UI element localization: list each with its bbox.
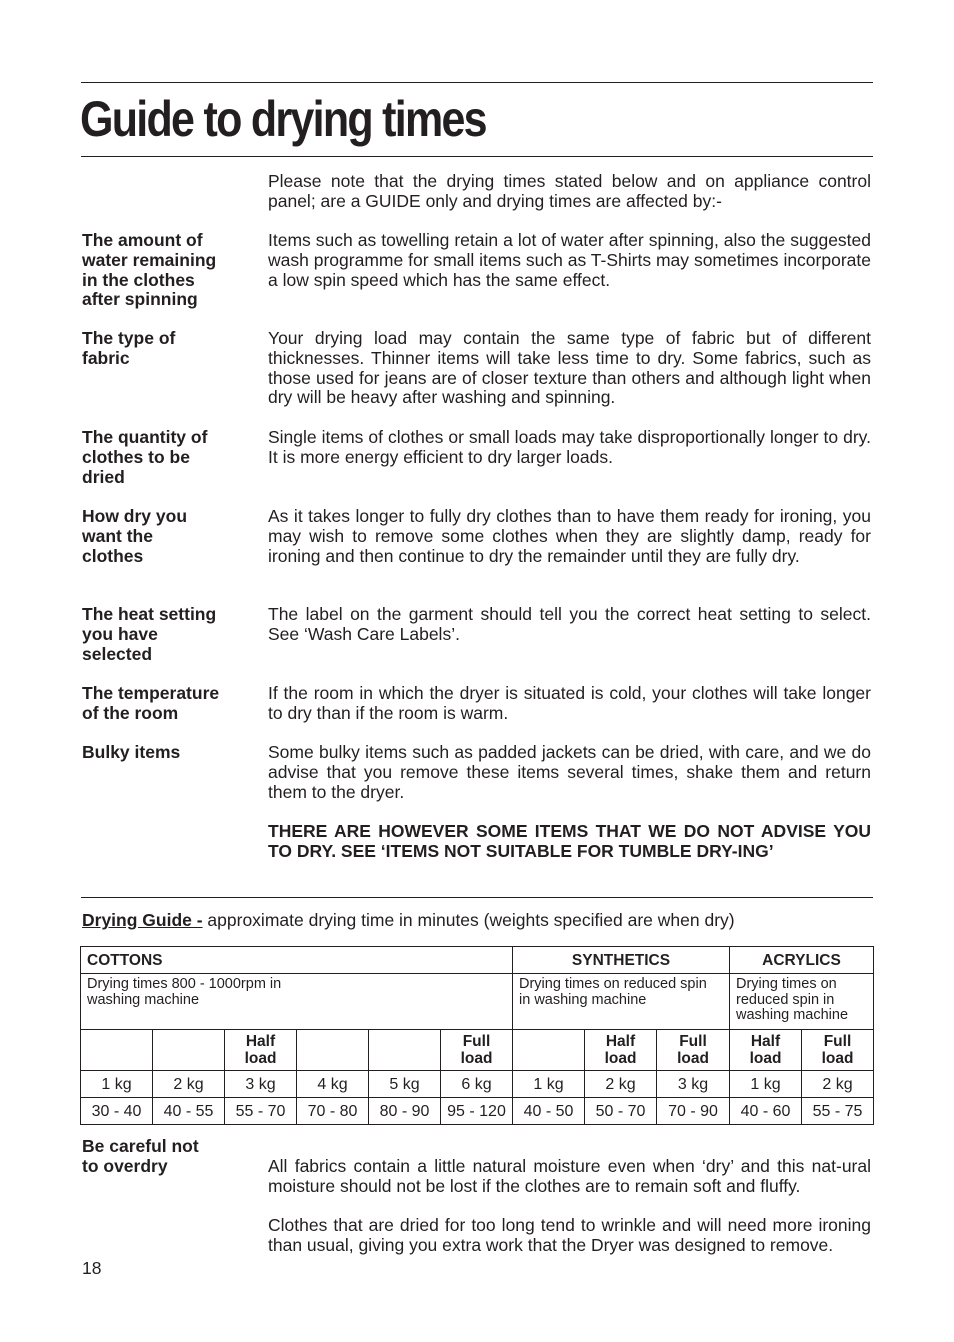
factor-label-quantity: The quantity of clothes to be dried [82,427,208,487]
load-cell: Half load [730,1030,802,1071]
overdry-text-2: Clothes that are dried for too long tend to wrinkle and will need more ironing than usual, giving you extra work that the Dryer was designed to remove. [268,1215,871,1255]
load-cell: Half load [225,1030,297,1071]
time-cell: 40 - 55 [153,1098,225,1125]
load-cell [297,1030,369,1071]
factor-label-room: The temperature of the room [82,683,220,723]
factor-text-quantity: Single items of clothes or small loads may take disproportionally longer to dry. It is more energy efficient to dry larger loads. [268,427,871,467]
load-cell [369,1030,441,1071]
top-rule [81,82,873,83]
title-rule [81,156,873,157]
warning-text: THERE ARE HOWEVER SOME ITEMS THAT WE DO NOT ADVISE YOU TO DRY. SEE ‘ITEMS NOT SUITABLE FOR TUMBLE DRY-ING’ [268,821,871,861]
weight-cell: 3 kg [657,1071,730,1098]
overdry-text-1: All fabrics contain a little natural moisture even when ‘dry’ and this nat-ural moisture should not be lost if the clothes are to remain soft and fluffy. [268,1156,871,1196]
weight-cell: 2 kg [585,1071,657,1098]
weight-cell: 1 kg [730,1071,802,1098]
page-title: Guide to drying times [80,91,486,147]
factor-label-dryness: How dry you want the clothes [82,506,188,566]
load-cell: Full load [657,1030,730,1071]
time-cell: 55 - 75 [802,1098,874,1125]
weight-cell: 5 kg [369,1071,441,1098]
weight-cell: 3 kg [225,1071,297,1098]
factor-text-fabric: Your drying load may contain the same type of fabric but of different thicknesses. Thinner items will take less time to dry. Some fabrics, such as those used for jeans are of closer texture than others and although light when dry will be heavy after washing and spinning. [268,328,871,408]
weight-cell: 2 kg [153,1071,225,1098]
load-cell [513,1030,585,1071]
time-cell: 70 - 90 [657,1098,730,1125]
time-cell: 40 - 50 [513,1098,585,1125]
table-group-row [81,947,874,974]
factor-label-bulky: Bulky items [82,742,181,762]
load-cell [81,1030,153,1071]
page-number: 18 [82,1258,102,1278]
table-time-row [81,1098,874,1125]
desc-cottons-text: Drying times 800 - 1000rpm in washing machine [87,976,282,1008]
desc-cottons [81,974,513,1030]
drying-guide-caption [82,910,735,931]
drying-guide-subtitle: approximate drying time in minutes (weights specified are when dry) [202,910,735,930]
section-rule [81,897,873,898]
drying-guide-heading: Drying Guide - [82,910,203,930]
load-cell: Full load [441,1030,513,1071]
time-cell: 30 - 40 [81,1098,153,1125]
table-description-row [81,974,874,1030]
factor-text-dryness: As it takes longer to fully dry clothes than to have them ready for ironing, you may wish to remove some clothes when they are slightly damp, ready for ironing and then continue to dry the remainder until they are fully dry. [268,506,871,566]
factor-text-bulky: Some bulky items such as padded jackets can be dried, with care, and we do advise that you remove these items several times, shake them and return them to the dryer. [268,742,871,802]
intro-text: Please note that the drying times stated below and on appliance control panel; are a GUIDE only and drying times are affected by:- [268,171,871,211]
time-cell: 95 - 120 [441,1098,513,1125]
weight-cell: 2 kg [802,1071,874,1098]
load-cell: Half load [585,1030,657,1071]
factor-label-heat: The heat setting you have selected [82,604,217,664]
factor-text-room: If the room in which the dryer is situated is cold, your clothes will take longer to dry than if the room is warm. [268,683,871,723]
group-acrylics: ACRYLICS [730,947,874,974]
time-cell: 55 - 70 [225,1098,297,1125]
group-synthetics: SYNTHETICS [513,947,730,974]
load-cell [153,1030,225,1071]
weight-cell: 1 kg [81,1071,153,1098]
time-cell: 70 - 80 [297,1098,369,1125]
time-cell: 50 - 70 [585,1098,657,1125]
load-cell: Full load [802,1030,874,1071]
table-load-row [81,1030,874,1071]
group-cottons: COTTONS [81,947,513,974]
desc-acrylics: Drying times on reduced spin in washing machine [730,974,874,1030]
time-cell: 40 - 60 [730,1098,802,1125]
weight-cell: 1 kg [513,1071,585,1098]
time-cell: 80 - 90 [369,1098,441,1125]
drying-times-table [80,946,874,1125]
factor-text-water: Items such as towelling retain a lot of water after spinning, also the suggested wash programme for small items such as T-Shirts may sometimes incorporate a low spin speed which has the same effect. [268,230,871,290]
overdry-label: Be careful not to overdry [82,1136,199,1176]
weight-cell: 4 kg [297,1071,369,1098]
table-weight-row [81,1071,874,1098]
factor-label-fabric: The type of fabric [82,328,176,368]
desc-synthetics [513,974,730,1030]
weight-cell: 6 kg [441,1071,513,1098]
factor-text-heat: The label on the garment should tell you the correct heat setting to select. See ‘Wash Care Labels’. [268,604,871,644]
factor-label-water: The amount of water remaining in the clothes after spinning [82,230,217,310]
desc-synthetics-text: Drying times on reduced spin in washing machine [519,976,707,1008]
